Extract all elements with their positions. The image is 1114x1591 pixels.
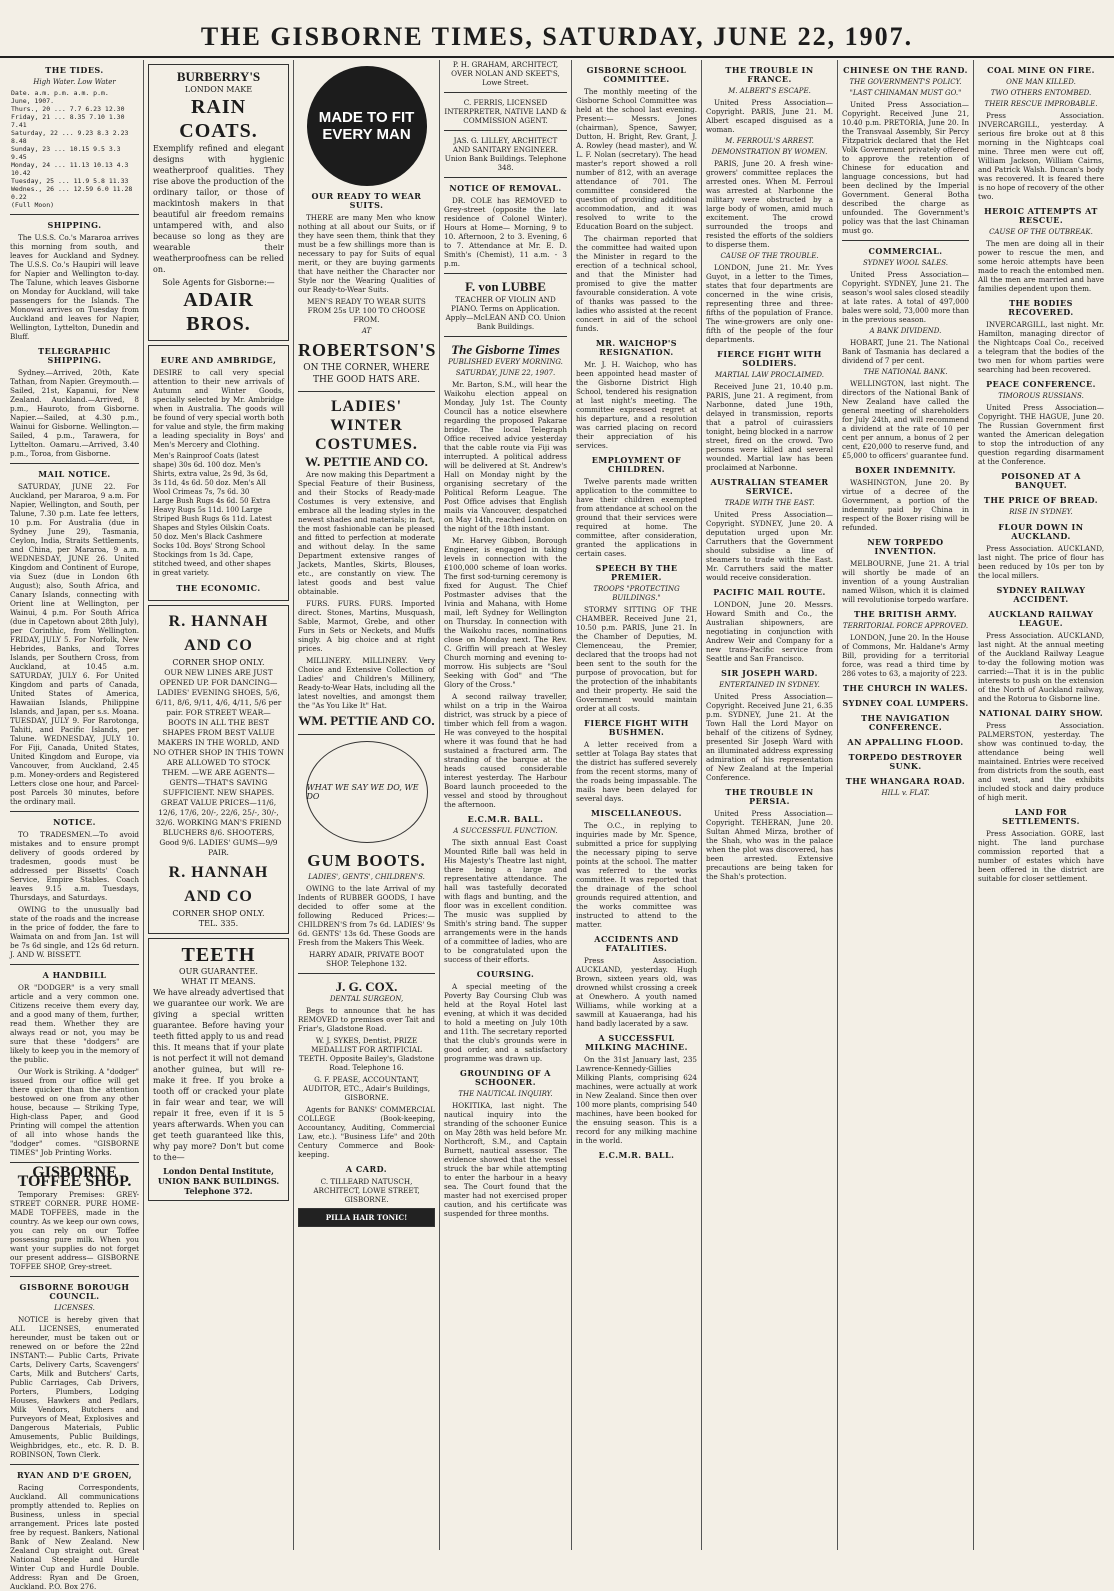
at-label: AT — [361, 327, 372, 335]
column-6 — [702, 60, 838, 1550]
ward-sub: ENTERTAINED IN SYDNEY. — [719, 681, 820, 689]
speech-sub: TROOPS "PROTECTING BUILDINGS." — [593, 585, 680, 602]
speech-heading: SPEECH BY THE PREMIER. — [595, 563, 678, 582]
price-sub: RISE IN SYDNEY. — [1009, 508, 1073, 516]
telegraphic-text: Sydney.—Arrived, 20th, Kate Tathan, from Napier. Greymouth.—Sailed, 21st, Kapanui, for New Zealand. Auckland.—Arrived, 8 p.m., Hauroto, from Gisborne. Napier.—Sailed, at 4.30 p.m., Wainui for Gisborne. Wellington.—Sailed, 4 p.m., Tarawera, for Lyttelton. Oamaru.—Arrived, 3.40 p.m., Toroa, from Gisborne. — [10, 368, 139, 458]
columns — [6, 60, 1108, 1591]
children-text: Twelve parents made written application to the committee to have their children exempted from attendance at school on the ground that their services were required at home. The committee, after consideration, granted the applications in certain cases. — [576, 477, 697, 558]
peace-text: United Press Association—Copyright. THE HAGUE, June 20. The Russian Government first wanted the American delegation to stop the introduction of any question regarding disarmament at the Conference. — [978, 403, 1104, 466]
masthead-title: THE GISBORNE TIMES, SATURDAY, JUNE 22, 1907. — [200, 22, 914, 51]
column-5 — [572, 60, 702, 1550]
masthead — [0, 0, 1114, 58]
editorial-3: A second railway traveller, whilst on a trip in the Wairoa district, was struck by a piece of timber which fell from a wagon. He was conveyed to the hospital where it was found that he had sustained a fractured arm. The stranding of the barque at the heads caused considerable interest yesterday. The Harbour Board launch proceeded to the vessel and stood by throughout the afternoon. — [444, 692, 567, 809]
cox-sub: DENTAL SURGEON, — [329, 995, 404, 1003]
waichop-heading: MR. WAICHOP'S RESIGNATION. — [595, 338, 678, 357]
burberry-sub: LONDON MAKE — [184, 85, 253, 94]
martial-heading: FIERCE FIGHT WITH SOLDIERS. — [717, 349, 822, 368]
ball-heading: E.C.M.R. BALL. — [467, 814, 544, 824]
tides-row — [10, 129, 139, 145]
toffee-heading: GISBORNE TOFFEE SHOP. — [17, 1164, 132, 1190]
bodies-text: INVERCARGILL, last night. Mr. Hamilton, managing director of the Nightcaps Coal Co., received a telegram that the bodies of the two men for whom parties were searching had been recovered. — [978, 320, 1104, 374]
mail-route-text: LONDON, June 20. Messrs. Howard Smith and Co., the Australian shipowners, are negotiating in conjunction with Andrew Weir and Company for a new trans-Pacific service from Seattle and San Francisco. — [706, 600, 833, 663]
land-text: Press Association. GORE, last night. The land purchase commission reported that a number of estates which have been offered in the district are suitable for closer settlement. — [978, 829, 1104, 883]
pease-text: G. F. PEASE, ACCOUNTANT, AUDITOR, ETC., Adair's Buildings, GISBORNE. — [302, 1075, 431, 1102]
rand-sub: THE GOVERNMENT'S POLICY. — [849, 78, 962, 86]
mail-route-heading: PACIFIC MAIL ROUTE. — [713, 587, 826, 597]
column-4 — [440, 60, 572, 1550]
speech-text: STORMY SITTING OF THE CHAMBER. Received June 21, 10.50 p.m. PARIS, June 21. In the Chamber of Deputies, M. Clemenceau, the Premier, declared that the troops had not been sent to the south for the purpose of provocation, but for the protection of the inhabitants and their property. He said the Government would maintain order at all costs. — [576, 605, 697, 713]
coursing-text: A special meeting of the Poverty Bay Coursing Club was held at the Royal Hotel last evening, at which it was decided to hold a meeting on July 10th and 11th. The secretary reported that the club's grounds were in good order, and a satisfactory programme was drawn up. — [444, 982, 567, 1063]
card-label: A CARD. — [345, 1164, 388, 1174]
grounding-text: HOKITIKA, last night. The nautical inquiry into the stranding of the schooner Eunice on May 28th was held before Mr. Northcroft, S.M., and Captain Burnett, nautical assessor. The evidence showed that the vessel struck the bar while attempting to enter the harbour in a heavy sea. The Court found that the master had not exercised proper caution, and his certificate was suspended for three months. — [444, 1101, 567, 1218]
ferroul-heading: M. FERROUL'S ARREST. — [725, 137, 814, 145]
notice-heading: NOTICE. — [53, 817, 96, 827]
invention-heading: NEW TORPEDO INVENTION. — [867, 537, 944, 556]
burberry-text: Exemplify refined and elegant designs with hygienic weatherproof qualities. They rise above the production of the ordinary tailor, or those of mackintosh makers in that beautiful air freedom remains untampered with, and also because so long as they are wearable their weatherproofness can be relied on. — [153, 144, 284, 274]
lubbe-text: TEACHER OF VIOLIN AND PIANO. Terms on Application. Apply—McLEAN AND CO. Union Bank Buildings. — [445, 295, 566, 331]
coal-heading: COAL MINE ON FIRE. — [987, 65, 1095, 75]
tides-cell: (Full Moon) — [11, 201, 55, 209]
column-7 — [838, 60, 974, 1550]
british-heading: THE BRITISH ARMY. — [853, 609, 958, 619]
pettie-title-2: WM. PETTIE AND CO. — [298, 713, 435, 728]
mail-text: SATURDAY, JUNE 22. For Auckland, per Mararoa, 9 a.m. For Napier, Wellington, and South, per Talune, 7.30 p.m. Late fee letters, 10 p.m. For Australia (due in Sydney June 29), Tasmania, Ceylon, India, Straits Settlements, and China, per Mararoa, 9 a.m. WEDNESDAY, JUNE 26. United Kingdom and Continent of Europe, via Suez (due in London 6th August); also, South Africa, and Canary Islands, connecting with Orient line at Wellington, per Wainui, 4 p.m. For South Africa (due in Capetown about 28th July), per Corinthic, from Wellington. FRIDAY, JULY 5. For Norfolk, New Hebrides, Banks, and Torres Islands, per Southern Cross, from Auckland, at 10.45 a.m. SATURDAY, JULY 6. For United Kingdom and parts of Canada, United States of America, Hawaiian Islands, Philippine Islands, and Japan, per s.s. Moana. TUESDAY, JULY 9. For Rarotonga, Tahiti, and Pacific Islands, per Talune. WEDNESDAY, JULY 10. For Fiji, Canada, United States, United Kingdom and Europe, via Vancouver, from Auckland, 2.45 p.m. Money-orders and Registered Letters close one hour, and Parcel-post Parcels 30 minutes, before the ordinary mail. — [10, 482, 139, 806]
tides-cell: Date. a.m. p.m. a.m. p.m. — [11, 89, 109, 97]
martial-sub: MARTIAL LAW PROCLAIMED. — [715, 371, 824, 379]
tides-heading: THE TIDES. — [45, 65, 104, 75]
tides-cell: Saturday, 22 ... 9.23 8.3 2.23 8.48 — [11, 129, 129, 145]
tides-row — [10, 145, 139, 161]
children-heading: EMPLOYMENT OF CHILDREN. — [591, 455, 682, 474]
made-to-fit-stamp: MADE TO FIT EVERY MAN — [307, 66, 427, 186]
bushmen-heading: FIERCE FIGHT WITH BUSHMEN. — [584, 718, 689, 737]
dairy-text: Press Association. PALMERSTON, yesterday. The show was continued to-day, the attendance being well maintained. Entries were received from districts from the south, east and west, and the exhibits included stock and dairy produce of high merit. — [978, 721, 1104, 802]
league-heading: AUCKLAND RAILWAY LEAGUE. — [988, 609, 1094, 628]
handbill-heading: A HANDBILL — [42, 970, 107, 980]
furs-text: FURS. FURS. FURS. Imported direct. Stones, Martins, Musquash, Sable, Marmot, Grebe, and other Furs in Sets or Neckets, and Muffs singly. A big choice and at right prices. — [298, 599, 435, 653]
ready-price: MEN'S READY TO WEAR SUITS FROM 25s UP. 100 TO CHOOSE FROM. — [307, 297, 426, 324]
tides-cell: Monday, 24 ... 11.13 10.13 4.3 10.42 — [11, 161, 129, 177]
invention-text: MELBOURNE, June 21. A trial will shortly be made of an invention of a young Australian named Wilson, which it is claimed will revolutionise torpedo warfare. — [842, 559, 969, 604]
school-text-2: The chairman reported that the committee had waited upon the Minister in regard to the erection of a technical school, and that the Minister had promised to give the matter favourable consideration. A vote of thanks was passed to the ladies who assisted at the recent concert in aid of the school funds. — [576, 234, 697, 333]
burberry-title: BURBERRY'S — [176, 69, 261, 84]
wool-text: United Press Association—Copyright. SYDNEY, June 21. The season's wool sales closed steadily at late rates. A total of 497,000 bales were sold, 73,000 more than in the previous season. — [842, 270, 969, 324]
tides-cell: Sunday, 23 ... 10.15 9.5 3.3 9.45 — [11, 145, 121, 161]
peace-sub: TIMOROUS RUSSIANS. — [998, 392, 1084, 400]
ryan-text: Racing Correspondents, Auckland. All communications promptly attended to. Replies on Business, unless in special arrangement. Prices late posted free by request. Bankers, National Bank of New Zealand. New Zealand Cup straight out. Great National Steeple and Hurdle Winter Cup and Hurdle Double. Address: Ryan and De Groen, Auckland. P.O. Box 276. — [10, 1483, 139, 1591]
column-2 — [144, 60, 294, 1550]
tides-cell: Tuesday, 25 ... 11.9 5.8 11.33 — [11, 177, 129, 185]
paper-title: The Gisborne Times — [451, 342, 560, 357]
cox-text: Begs to announce that he has REMOVED to premises over Tait and Friar's, Gladstone Road. — [298, 1006, 435, 1033]
sykes-text: W. J. SYKES, Dentist, PRIZE MEDALLIST FOR ARTIFICIAL TEETH. Opposite Bailey's, Gladstone Road. Telephone 16. — [298, 1036, 435, 1072]
persia-heading: THE TROUBLE IN PERSIA. — [725, 787, 814, 806]
paper-sub: PUBLISHED EVERY MORNING. — [448, 358, 563, 366]
school-text: The monthly meeting of the Gisborne School Committee was held at the school last evening. Present:— Messrs. Jones (chairman), Spence, Sawyer, Dutton, H. Bright, Rev. Grant, J. A. Rowley (head master), and W. L. F. Nolan (secretary). The head master's report showed a roll number of 812, with an average attendance of 701. The committee considered the question of providing additional accommodation, and it was resolved to write to the Education Board on the subject. — [576, 87, 697, 231]
column-1 — [6, 60, 144, 1591]
commercial-heading: COMMERCIAL. — [868, 246, 943, 256]
eure-ad — [148, 345, 289, 601]
railway-heading: SYDNEY RAILWAY ACCIDENT. — [996, 585, 1086, 604]
notice-text: TO TRADESMEN.—To avoid mistakes and to ensure prompt delivery of goods ordered by tradesmen, goods must be addressed per Bissetts' Coach Service, Empire Stables. Coach leaves 9.15 a.m. Tuesdays, Thursdays, and Saturdays. — [10, 830, 139, 902]
steamer-heading: AUSTRALIAN STEAMER SERVICE. — [710, 477, 829, 496]
steamer-sub: TRADE WITH THE EAST. — [724, 499, 815, 507]
coal-sub-3: THEIR RESCUE IMPROBABLE. — [984, 100, 1098, 108]
flour-text: Press Association. AUCKLAND, last night. The price of flour has been reduced by 10s per ton by the local millers. — [978, 544, 1104, 580]
waichop-text: Mr. J. H. Waichop, who has been appointed head master of the Gisborne District High School, tendered his resignation at last night's meeting. The committee expressed regret at his departure, and a resolution was carried placing on record their appreciation of his services. — [576, 360, 697, 450]
torpedo-heading: TORPEDO DESTROYER SUNK. — [848, 752, 963, 771]
milking-heading: A SUCCESSFUL MILKING MACHINE. — [585, 1033, 688, 1052]
flood-heading: AN APPALLING FLOOD. — [847, 737, 964, 747]
ferroul-text: PARIS, June 20. A fresh wine-growers' committee replaces the arrested ones. When M. Ferroul was arrested at Narbonne the military were obstructed by a large body of women, amid much excitement. The crowd surrounded the troops and resisted the efforts of the soldiers to disperse them. — [706, 159, 833, 249]
ward-text: United Press Association—Copyright. Received June 21, 6.35 p.m. SYDNEY, June 21. At the Town Hall the Lord Mayor on behalf of the citizens of Sydney, presented Sir Joseph Ward with an illuminated address expressing admiration of his representation of New Zealand at the Imperial Conference. — [706, 692, 833, 782]
steamer-text: United Press Association—Copyright. SYDNEY, June 20. A deputation urged upon Mr. Carruthers that the Government should subsidise a line of steamers to trade with the East. Mr. Carruthers said the matter would receive consideration. — [706, 510, 833, 582]
lilley-ad: JAS. G. LILLEY, ARCHITECT AND SANITARY ENGINEER. Union Bank Buildings. Telephone 348. — [444, 136, 567, 172]
cause-outbreak-heading: CAUSE OF THE OUTBREAK. — [989, 228, 1093, 236]
natusch-text: C. TILLEARD NATUSCH, ARCHITECT, LOWE STREET, GISBORNE. — [313, 1177, 420, 1204]
harry-adair: HARRY ADAIR, PRIVATE BOOT SHOP. Telephone 132. — [309, 950, 424, 968]
martial-text: Received June 21, 10.40 p.m. PARIS, June 21. A regiment, from Narbonne, dated June 19th, delayed in transmission, reports that a patrol of cuirassiers tonight, being blocked in a narrow street, fired on the crowd. Two persons were killed and several wounded. Martial law has been proclaimed at Narbonne. — [706, 382, 833, 472]
natbank-heading: THE NATIONAL BANK. — [863, 368, 948, 376]
persia-text: United Press Association—Copyright. TEHERAN, June 20. Sultan Ahmed Mirza, brother of the Shah, who was in the palace when the plot was discovered, has been arrested. Extensive precautions are being taken for the Shah's protection. — [706, 809, 833, 881]
coal-sub-2: TWO OTHERS ENTOMBED. — [990, 89, 1092, 97]
albert-heading: M. ALBERT'S ESCAPE. — [728, 87, 811, 95]
notice-text-2: OWING to the unusually bad state of the roads and the increase in the price of fodder, the fare to Waimata on and from Jan. 1st will be 7s 6d single, and 12s 6d return. J. AND W. BISSETT. — [10, 905, 139, 959]
milking-text: On the 31st January last, 235 Lawrence-Kennedy-Gillies Milking Plants, comprising 624 machines, were actually at work in New Zealand. Since then over 100 more plants, comprising 540 machines, have been booked for the ensuing season. This is a record for any milking machine in the world. — [576, 1055, 697, 1145]
cause-text: LONDON, June 21. Mr. Yves Guyot, in a letter to the Times, states that four departments are concerned in the wine crisis, representing three and three-fifths of the population of France. The wine-growers are only one-fifth of the people of the four departments. — [706, 263, 833, 344]
hannah-ad — [148, 605, 289, 934]
dairy-heading: NATIONAL DAIRY SHOW. — [978, 708, 1104, 718]
cox-title: J. G. COX. — [335, 979, 398, 994]
robertson-title: ROBERTSON'S — [298, 340, 437, 360]
cause-outbreak-text: The men are doing all in their power to rescue the men, and some heroic attempts have been made to reach the entombed men. All the men are married and have families dependent upon them. — [978, 239, 1104, 293]
wool-heading: SYDNEY WOOL SALES. — [862, 259, 949, 267]
eure-heading: EURE AND AMBRIDGE, — [160, 355, 277, 365]
tides-cell: Wednes., 26 ... 12.59 6.0 11.28 0.22 — [11, 185, 133, 201]
tides-row — [10, 89, 139, 97]
ecmr-ball-heading: E.C.M.R. BALL. — [598, 1150, 675, 1160]
telegraphic-heading: TELEGRAPHIC SHIPPING. — [38, 346, 111, 365]
cause-heading: CAUSE OF THE TROUBLE. — [720, 252, 819, 260]
bank-heading: A BANK DIVIDEND. — [869, 327, 942, 335]
ryan-heading: RYAN AND D'E GROEN, — [16, 1470, 133, 1480]
rand-heading: CHINESE ON THE RAND. — [843, 65, 968, 75]
paper-date: SATURDAY, JUNE 22, 1907. — [455, 369, 556, 377]
removal-text: DR. COLE has REMOVED to Grey-street (opposite the late residence of Colonel Winter). Hours at Home— Morning, 9 to 10. Afternoon, 2 to 3. Evening, 6 to 7. Attendance at Mr. E. D. Smith's (Chemist), 11 a.m. - 3 p.m. — [444, 196, 567, 268]
lumpers-heading: SYDNEY COAL LUMPERS. — [842, 698, 969, 708]
british-text: LONDON, June 20. In the House of Commons, Mr. Haldane's Army Bill, providing for a territorial force, was read a third time by 286 votes to 63, a majority of 223. — [842, 633, 969, 678]
shipping-text: The U.S.S. Co.'s Mararoa arrives this morning from south, and leaves for Auckland and Sydney. The U.S.S. Co.'s Haupiri will leave for Napier and Wellington to-day. The Talune, which leaves Gisborne on Monday for Auckland, will take passengers for the Islands. The Monowai arrives on Tuesday from Auckland and leaves for Napier, Wellington, Lyttelton, Dunedin and Bluff. — [10, 233, 139, 341]
whangara-heading: THE WHANGARA ROAD. — [845, 776, 966, 786]
hannah-sub-2: CORNER SHOP ONLY. — [172, 909, 265, 918]
poisoned-heading: POISONED AT A BANQUET. — [1001, 471, 1081, 490]
misc-heading: MISCELLANEOUS. — [591, 808, 682, 818]
land-heading: LAND FOR SETTLEMENTS. — [1002, 807, 1080, 826]
pettie-title: W. PETTIE AND CO. — [305, 454, 428, 469]
tides-row — [10, 97, 139, 105]
ball-sub: A SUCCESSFUL FUNCTION. — [453, 827, 558, 835]
boots-logo: WHAT WE SAY WE DO, WE DO — [306, 741, 428, 843]
hannah-sub: CORNER SHOP ONLY. — [172, 658, 265, 667]
corner-text: ON THE CORNER, WHERE THE GOOD HATS ARE. — [303, 363, 430, 385]
rand-sub-2: "LAST CHINAMAN MUST GO." — [849, 89, 962, 97]
costumes-title: LADIES' WINTER COSTUMES. — [315, 398, 418, 453]
adair-bros: ADAIR BROS. — [183, 289, 254, 335]
coursing-heading: COURSING. — [476, 969, 535, 979]
accidents-text: Press Association. AUCKLAND, yesterday. Hugh Brown, sixteen years old, was drowned whilst crossing a creek at Onewhero. A youth named Williams, while working at a sawmill at Kauaeranga, had his hand badly lacerated by a saw. — [576, 956, 697, 1028]
tides-row — [10, 177, 139, 185]
dental-institute: London Dental Institute, UNION BANK BUILDINGS. Telephone 372. — [157, 1166, 280, 1196]
grounding-heading: GROUNDING OF A SCHOONER. — [460, 1068, 551, 1087]
tides-table — [10, 89, 139, 209]
nav-heading: THE NAVIGATION CONFERENCE. — [861, 713, 950, 732]
tides-row — [10, 185, 139, 201]
coal-text: Press Association. INVERCARGILL, yesterday. A serious fire broke out at 8 this morning in the Nightcaps coal mine. Three men were cut off, William Jackson, William Cairns, and Patrick Walsh. Duncan's body was recovered. It is feared there is no hope of recovery of the other two. — [978, 111, 1104, 201]
guarantee-label: OUR GUARANTEE. — [179, 967, 258, 976]
teeth-title: TEETH — [181, 944, 256, 966]
editorial-1: Mr. Barton, S.M., will hear the Waikohu election appeal on Monday, July 1st. The County Council has a notice elsewhere regarding the proposed Pakarae bridge. The local Telegraph Office received advice yesterday that the cable route via Fiji was interrupted. A political address will be delivered at St. Andrew's Hall on Monday night by the organising secretary of the Political Reform League. The Post Office advises that English mails via Vancouver, despatched on May 14th, reached London on the night of the 18th instant. — [444, 380, 567, 533]
boxer-heading: BOXER INDEMNITY. — [855, 465, 956, 475]
pettie-text: Are now making this Department a Special Feature of their Business, and their Stocks of Ready-made Costumes is very extensive, and embrace all the leading styles in the newest shades and materials; in fact, the most fashionable can be pleased and fitted to perfection at moderate and without delay. In the same Department extensive ranges of Jackets, Mantles, Skirts, Blouses, etc., are constantly on view. The latest goods and best value obtainable. — [298, 470, 435, 596]
eure-text: DESIRE to call very special attention to their new arrivals of Autumn and Winter Goods, specially selected by Mr. Ambridge when in Australia. The goods will be found of very special worth both for value and style, the firm making a leading speciality in Boys' and Men's Mercery and Clothing. — [153, 368, 284, 449]
gumboots-sub: LADIES', GENTS', CHILDREN'S. — [308, 873, 425, 881]
column-3 — [294, 60, 440, 1550]
teeth-text: We have already advertised that we guarantee our work. We are giving a special written guarantee. Before having your teeth fitted apply to us and read this. It means that if your plate is not perfect it will not demand another guinea, but will re-make it free. If you broke a tooth off or cracked your plate in fair wear and tear, we will repair it free, even if it is 5 years afterwards. When you can get teeth guaranteed like this, why pay more? Don't but come to the— — [153, 988, 285, 1162]
council-text: NOTICE is hereby given that ALL LICENSES, enumerated hereunder, must be taken out or renewed on or before the 22nd INSTANT:— Public Carts, Private Carts, Delivery Carts, Scavengers' Carts, Milk and Butchers' Carts, Public Carriages, Cab Drivers, Porters, Plumbers, Lodging Houses, Hawkers and Pedlars, Milk Vendors, Butchers and Purveyors of Meat, Explosives and Dangerous Materials, Public Amusements, Public Buildings, Weighbridges, etc., etc. R. D. B. ROBINSON, Town Clerk. — [10, 1315, 139, 1459]
albert-text: United Press Association—Copyright. PARIS, June 21. M. Albert escaped disguised as a woman. — [706, 98, 833, 134]
banks-text: Agents for BANKS' COMMERCIAL COLLEGE (Book-keeping, Accountancy, Auditing, Commercial Law, etc.). "Business Life" and 20th Century Commerce and Book-keeping. — [298, 1105, 435, 1159]
bushmen-text: A letter received from a settler at Tolaga Bay states that the district has suffered severely from the recent storms, many of the roads being impassable. The mails have been delayed for several days. — [576, 740, 697, 803]
france-heading: THE TROUBLE IN FRANCE. — [725, 65, 814, 84]
agents-label: Sole Agents for Gisborne:— — [162, 278, 275, 287]
lubbe-title: F. von LUBBE — [465, 279, 546, 294]
millinery-text: MILLINERY. MILLINERY. Very Choice and Extensive Collection of Ladies' and Children's Millinery, Ready-to-Wear Hats, including all the latest novelties, and amongst them the "As You Like It" Hat. — [298, 656, 435, 710]
tides-cell: Thurs., 20 ... 7.7 6.23 12.30 — [11, 105, 125, 113]
hair-tonic-ad: PILLA HAIR TONIC! — [298, 1208, 435, 1227]
removal-heading: NOTICE OF REMOVAL. — [449, 183, 562, 193]
tides-row — [10, 105, 139, 113]
tides-cell: June, 1907. — [11, 97, 55, 105]
school-heading: GISBORNE SCHOOL COMMITTEE. — [586, 65, 687, 84]
economic-label: THE ECONOMIC. — [176, 583, 261, 593]
hannah-title-2: R. HANNAH AND CO — [168, 864, 269, 905]
grounding-sub: THE NAUTICAL INQUIRY. — [458, 1090, 553, 1098]
teeth-ad — [148, 938, 289, 1201]
price-heading: THE PRICE OF BREAD. — [983, 495, 1099, 505]
burberry-ad — [148, 64, 289, 341]
heroic-heading: HEROIC ATTEMPTS AT RESCUE. — [984, 206, 1098, 225]
misc-text: The O.C., in replying to inquiries made by Mr. Spence, submitted a price for supplying the necessary piping to serve points at the school. The matter was referred to the works committee. It was reported that the drainage of the school grounds required attention, and the works committee was instructed to attend to the matter. — [576, 821, 697, 929]
council-sub: LICENSES. — [54, 1304, 95, 1312]
ward-heading: SIR JOSEPH WARD. — [721, 668, 818, 678]
toffee-text: Temporary Premises: GREY-STREET CORNER. PURE HOME-MADE TOFFEES, made in the country. As we keep our own cows, you can rely on our Toffee possessing pure milk. When you want your supplies do not forget our present address— GISBORNE TOFFEE SHOP, Grey-street. — [10, 1190, 139, 1271]
accidents-heading: ACCIDENTS AND FATALITIES. — [594, 934, 679, 953]
bodies-heading: THE BODIES RECOVERED. — [1008, 298, 1074, 317]
hill-sub: HILL v. FLAT. — [881, 789, 930, 797]
natbank-text: WELLINGTON, last night. The directors of the National Bank of New Zealand have called the general meeting of shareholders for July 24th, and will recommend a dividend at the rate of 10 per cent per annum, a bonus of 2 per cent, £20,000 to reserve fund, and £5,000 to officers' guarantee fund. — [842, 379, 969, 460]
ferroul-sub: DEMONSTRATION BY WOMEN. — [711, 148, 828, 156]
british-sub: TERRITORIAL FORCE APPROVED. — [842, 622, 969, 630]
tides-row — [10, 161, 139, 177]
coal-sub: ONE MAN KILLED. — [1006, 78, 1076, 86]
tides-row — [10, 113, 139, 129]
tides-row — [10, 201, 139, 209]
bank-text: HOBART, June 21. The National Bank of Tasmania has declared a dividend of 7 per cent. — [842, 338, 969, 365]
boxer-text: WASHINGTON, June 20. By virtue of a decree of the Government, a portion of the indemnity paid by China in respect of the Boxer rising will be refunded. — [842, 478, 969, 532]
hannah-title: R. HANNAH AND CO — [168, 613, 269, 654]
hannah-lines: OUR NEW LINES ARE JUST OPENED UP. FOR DANCING— LADIES' EVENING SHOES, 5/6, 6/11, 8/6, 9/11, 4/6, 4/11, 5/6 per pair. FOR STREET WEAR— BOOTS IN ALL THE BEST SHAPES FROM BEST VALUE MAKERS IN THE WORLD, AND NO OTHER SHOP IN THIS TOWN ARE ALLOWED TO STOCK THEM. —WE ARE AGENTS— GENTS—THAT'S SAVING SUFFICIENT. NEW SHAPES. GREAT VALUE PRICES—11/6, 12/6, 17/6, 20/-, 22/6, 25/-, 30/-, 32/6. WORKING MAN'S FRIEND BLUCHERS 8/6. SHOOTERS, Good 9/6. LADIES' GUMS—9/9 PAIR. — [153, 668, 284, 857]
ready-heading: OUR READY TO WEAR SUITS. — [311, 191, 422, 210]
what-label: WHAT IT MEANS. — [181, 977, 256, 986]
eure-list: Men's Rainproof Coats (latest shape) 30s 6d. 100 doz. Men's Shirts, extra value, 2s 9d, 3s 6d, 3s 11d, 4s 6d. 50 doz. Men's All Wool Crimeas 7s, 7s 6d. 30 Large Bush Rugs 4s 6d. 50 Extra Heavy Rugs 5s 11d. 100 Large Striped Bush Rugs 6s 11d. Latest Shapes and Styles Oilskin Coats. 50 doz. Men's Black Cashmere Socks 10d. Boys' Strong School Stockings from 1s 3d. Cape, stitched tweed, and other shapes in great variety. — [153, 452, 272, 577]
tides-header: High Water. Low Water — [33, 78, 116, 86]
ferris-ad: C. FERRIS, LICENSED INTERPRETER, NATIVE LAND & COMMISSION AGENT. — [444, 98, 567, 125]
handbill-list: Our Work is Striking. A "dodger" issued from our office will get there quicker than the attention bestowed on one from any other house, because — Striking Type, High-class Paper, and Good Printing will compel the attention of all into whose hands the "dodger" comes. "GISBORNE TIMES" Job Printing Works. — [10, 1067, 139, 1157]
editorial-2: Mr. Harvey Gibbon, Borough Engineer, is engaged in taking levels in connection with the £100,000 scheme of loan works. The first sod-turning ceremony is fixed for August. The Chief Postmaster advises that the Ivinia and Mahana, with Home mail, left Sydney for Wellington on Thursday. In connection with the Waikohu races, nominations close on Monday next. The Rev. C. Griffin will preach at Wesley Church morning and evening to-morrow. His subjects are "Soul Seeking with God" and "The Glory of the Cross." — [444, 536, 567, 689]
ready-text: THERE are many Men who know nothing at all about our Suits, or if they have seen them, think that they must be a few shillings more than is necessary to pay for Suits of equal merit, or they are buying garments that have neither the Character nor Style nor the Wearing Qualities of our Ready-to-Wear Suits. — [298, 213, 435, 294]
flour-heading: FLOUR DOWN IN AUCKLAND. — [998, 522, 1084, 541]
tides-cell: Friday, 21 ... 8.35 7.10 1.30 7.41 — [11, 113, 125, 129]
council-heading: GISBORNE BOROUGH COUNCIL. — [19, 1282, 130, 1301]
gumboots-title: GUM BOOTS. — [307, 851, 426, 870]
graham-ad: P. H. GRAHAM, ARCHITECT, OVER NOLAN AND SKEET'S, Lowe Street. — [451, 60, 560, 87]
mail-heading: MAIL NOTICE. — [38, 469, 111, 479]
handbill-text: OR "DODGER" is a very small article and a very common one. Citizens receive them every day, and a good many of them, further, read them. Whether they are always read or not, you may be sure that these "dodgers" are likely to keep you in the memory of the public. — [10, 983, 139, 1064]
gumboots-text: OWING to the late Arrival of my Indents of RUBBER GOODS, I have decided to offer some at the following Reduced Prices:— CHILDREN'S from 7s 6d. LADIES' 9s 6d. GENTS' 13s 6d. These Goods are Fresh from the Makers This Week. — [298, 884, 435, 947]
burberry-head: RAIN COATS. — [179, 96, 258, 142]
wales-heading: THE CHURCH IN WALES. — [842, 683, 969, 693]
column-8 — [974, 60, 1108, 1550]
rand-text: United Press Association—Copyright. Received June 21, 10.40 p.m. PRETORIA, June 20. In the Transvaal Assembly, Sir Percy Fitzpatrick declared that the Het Volk Government privately offered to approve the retention of Chinese for education and language concessions, but had been declined by the Imperial Government. General Botha described the charge as unfounded. The Government's policy was that the last Chinaman must go. — [842, 100, 969, 235]
shipping-heading: SHIPPING. — [47, 220, 102, 230]
league-text: Press Association. AUCKLAND, last night. At the annual meeting of the Auckland Railway League to-day the following motion was carried:—That it is in the public interests to push on the extension of the North of Auckland railway, and the Rotorua to Gisborne line. — [978, 631, 1104, 703]
ball-text: The sixth annual East Coast Mounted Rifle ball was held in His Majesty's Theatre last night, there being a large and representative attendance. The hall was tastefully decorated with flags and bunting, and the floor was in excellent condition. The music was supplied by Smith's string band. The supper arrangements were in the hands of a committee of ladies, who are to be congratulated upon the success of their efforts. — [444, 838, 567, 964]
hannah-tel: TEL. 335. — [198, 919, 239, 928]
peace-heading: PEACE CONFERENCE. — [986, 379, 1096, 389]
